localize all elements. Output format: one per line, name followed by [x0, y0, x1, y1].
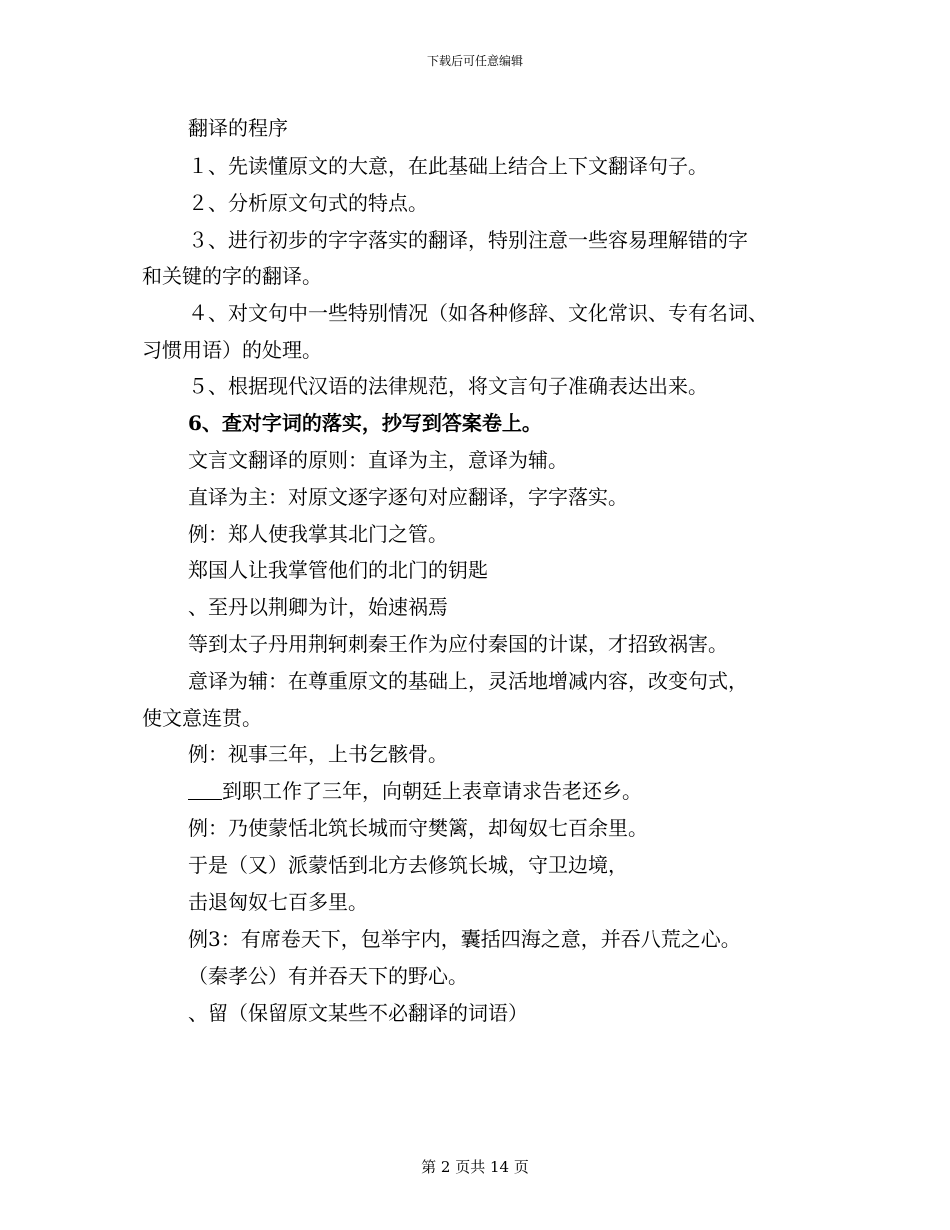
paragraph-retain: 、留（保留原文某些不必翻译的词语） — [188, 1001, 528, 1025]
paragraph-example-2: 、至丹以荆卿为计，始速祸焉 — [188, 595, 448, 619]
paragraph-principle: 文言文翻译的原则：直译为主，意译为辅。 — [188, 448, 568, 472]
paragraph-step-3-cont: 和关键的字的翻译。 — [142, 264, 322, 288]
paragraph-example-5-translation: （秦孝公）有并吞天下的野心。 — [188, 964, 468, 988]
paragraph-example-2-translation: 等到太子丹用荆轲刺秦王作为应付秦国的计谋，才招致祸害。 — [188, 632, 728, 656]
paragraph-example-4-translation-cont: 击退匈奴七百多里。 — [188, 890, 368, 914]
fill-blank — [188, 779, 222, 800]
paragraph-example-4: 例：乃使蒙恬北筑长城而守樊篱，却匈奴七百余里。 — [188, 816, 648, 840]
paragraph-example-5: 例3：有席卷天下，包举宇内，囊括四海之意，并吞八荒之心。 — [188, 927, 741, 951]
paragraph-step-2: ２、分析原文句式的特点。 — [188, 191, 428, 215]
paragraph-step-3: ３、进行初步的字字落实的翻译，特别注意一些容易理解错的字 — [188, 228, 748, 252]
paragraph-free-translation: 意译为辅：在尊重原文的基础上，灵活地增减内容，改变句式， — [188, 669, 748, 693]
paragraph-step-4-cont: 习惯用语）的处理。 — [142, 338, 322, 362]
paragraph-step-4: ４、对文句中一些特别情况（如各种修辞、文化常识、专有名词、 — [188, 301, 768, 325]
paragraph-free-translation-cont: 使文意连贯。 — [142, 706, 262, 730]
page-header: 下载后可任意编辑 — [426, 54, 523, 68]
paragraph-example-1-translation: 郑国人让我掌管他们的北门的钥匙 — [188, 558, 488, 582]
paragraph-example-3-translation — [188, 777, 642, 805]
page-footer: 第 2 页共 14 页 — [421, 1158, 529, 1176]
paragraph-step-1: １、先读懂原文的大意，在此基础上结合上下文翻译句子。 — [188, 154, 708, 178]
paragraph-step-5: ５、根据现代汉语的法律规范，将文言句子准确表达出来。 — [188, 374, 708, 398]
paragraph-literal: 直译为主：对原文逐字逐句对应翻译，字字落实。 — [188, 485, 628, 509]
translation-text: 到职工作了三年，向朝廷上表章请求告老还乡。 — [222, 779, 642, 803]
paragraph-example-1: 例：郑人使我掌其北门之管。 — [188, 522, 448, 546]
paragraph-example-3: 例：视事三年，上书乞骸骨。 — [188, 742, 448, 766]
paragraph-example-4-translation: 于是（又）派蒙恬到北方去修筑长城，守卫边境， — [188, 853, 628, 877]
section-heading: 翻译的程序 — [188, 116, 288, 140]
paragraph-step-6: 6、查对字词的落实，抄写到答案卷上。 — [188, 411, 542, 435]
